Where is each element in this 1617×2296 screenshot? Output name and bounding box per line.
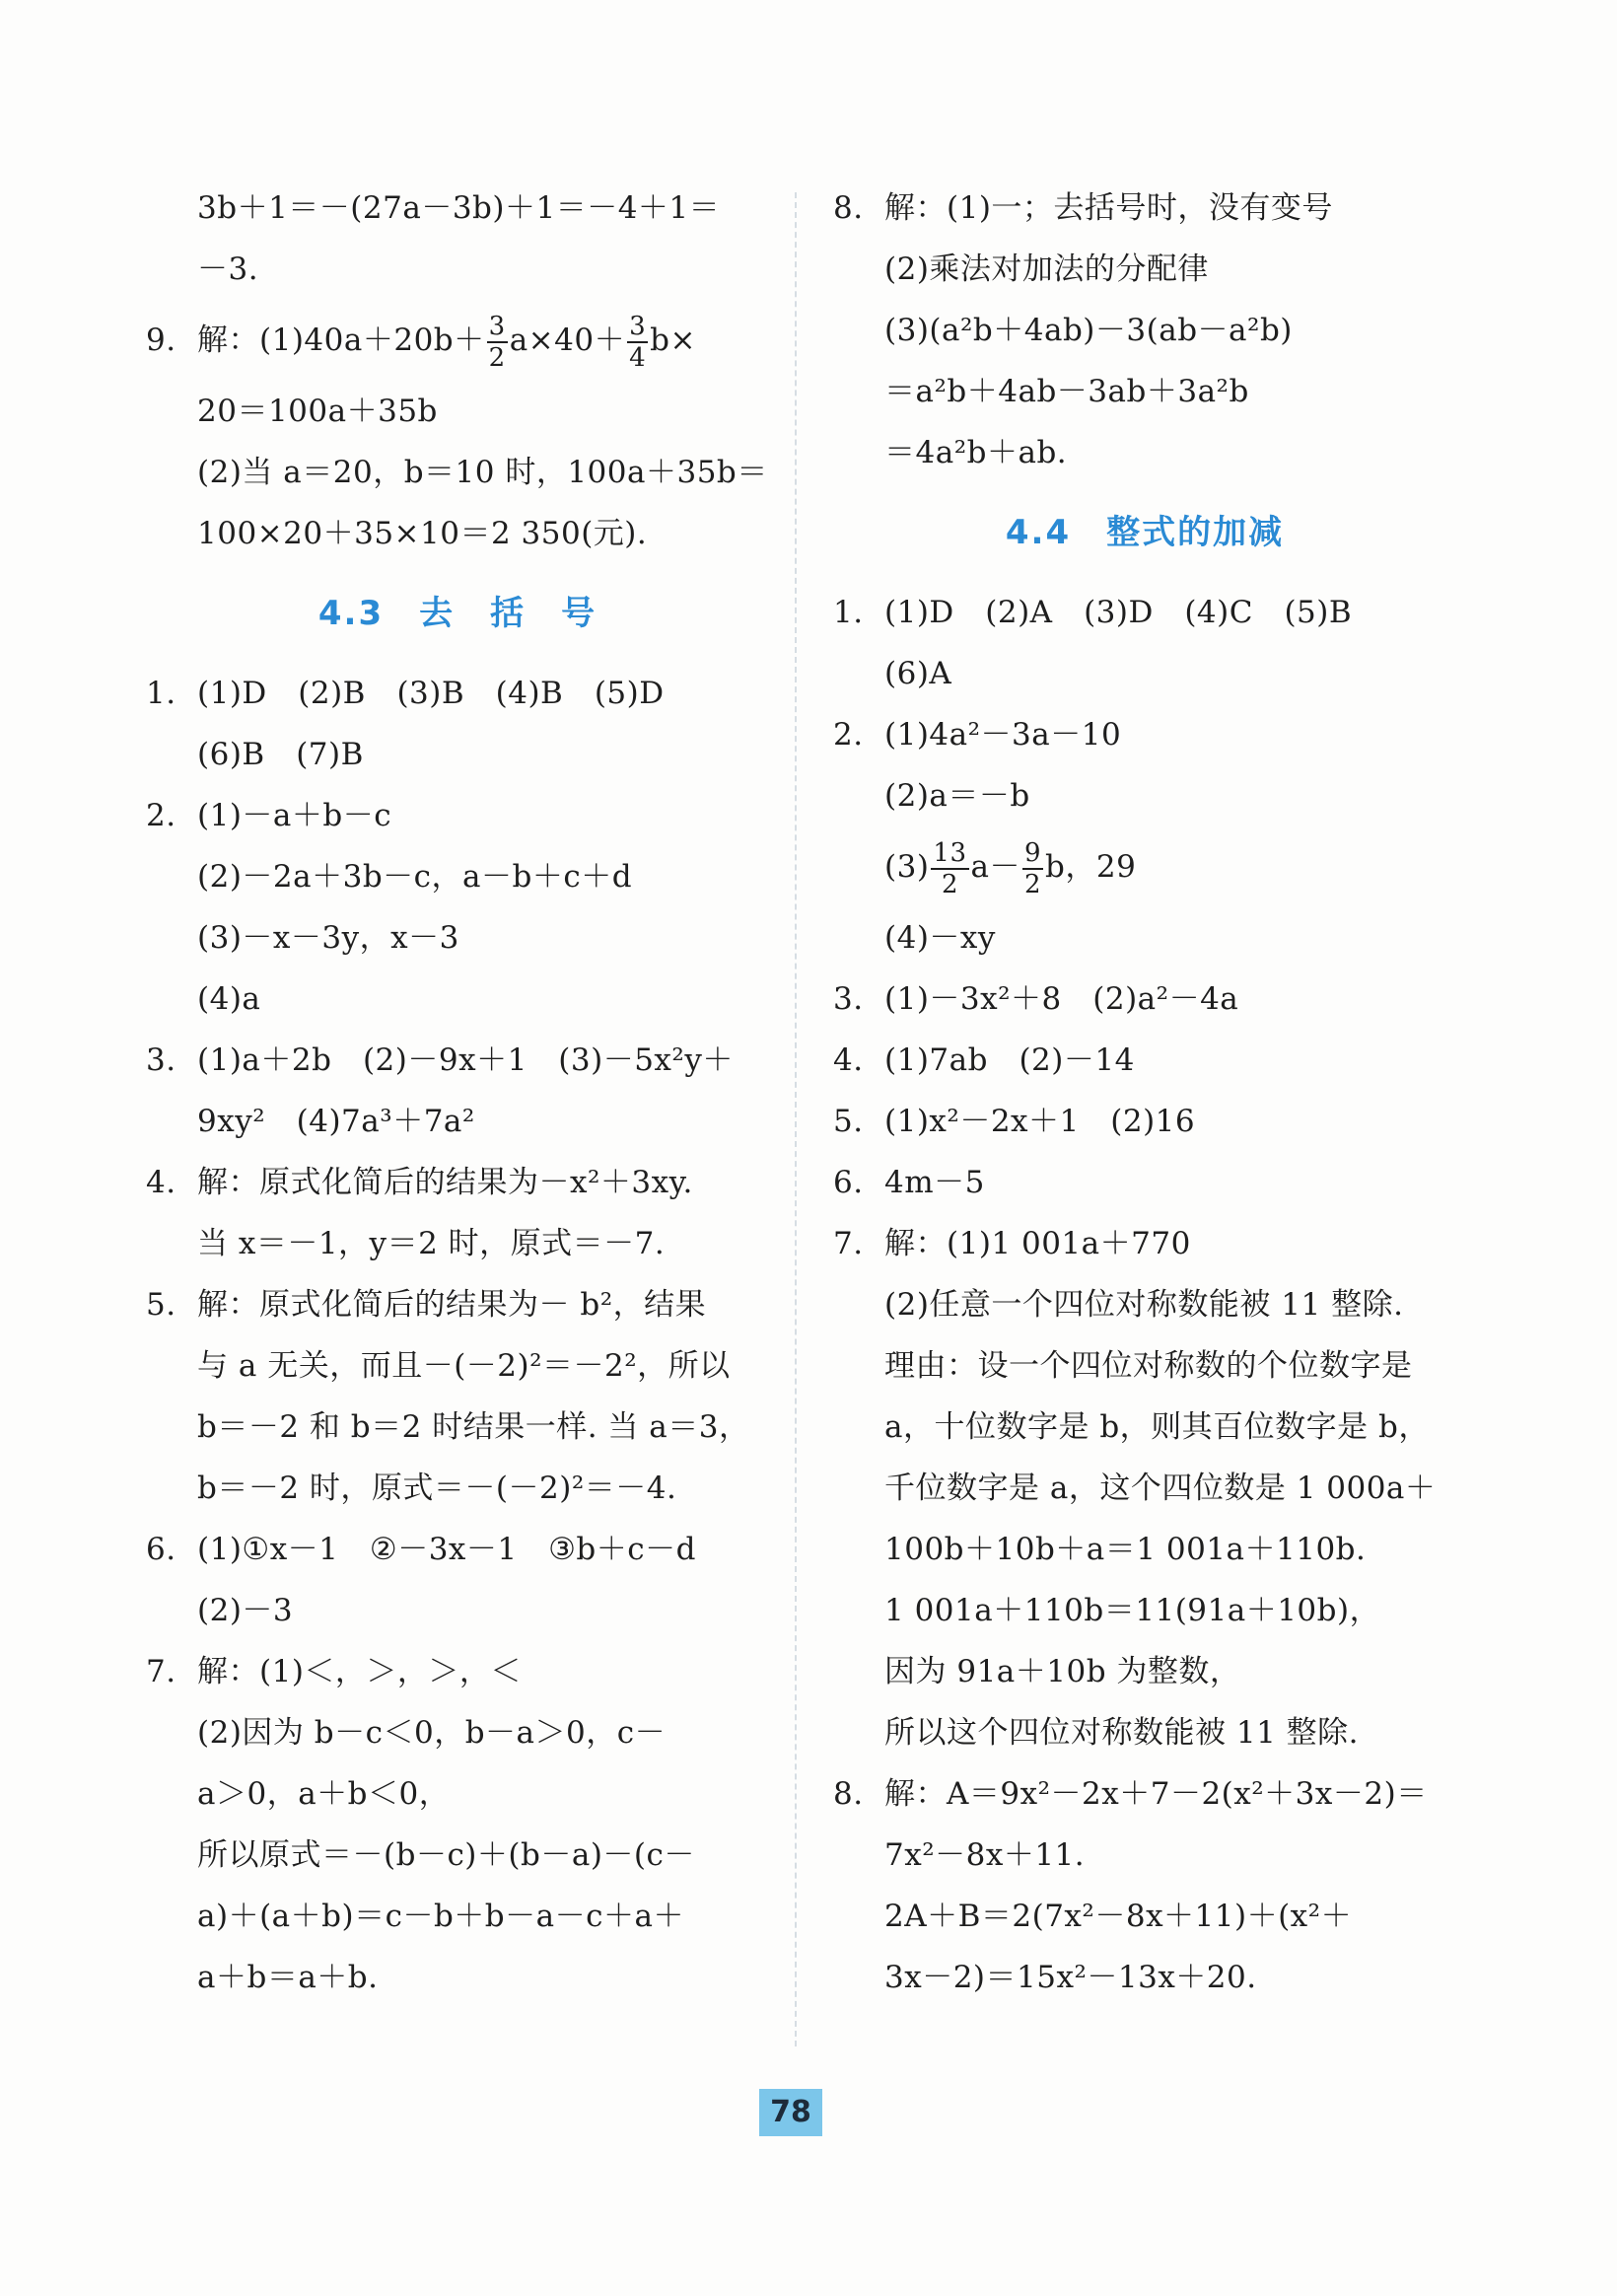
r-q2-line-4: (4)－xy (884, 920, 996, 956)
r-q2-line-2: (2)a＝－b (884, 778, 1030, 814)
r-q2-l3-mid: a－ (970, 849, 1020, 885)
r-q3-number: 3. (833, 981, 864, 1017)
q7-line-3: a＞0，a＋b＜0， (197, 1776, 451, 1812)
fraction-3-2 (487, 312, 508, 373)
fraction-denominator: 4 (629, 342, 647, 373)
q3-number: 3. (146, 1042, 176, 1078)
q8-continuation-line-2: －3. (197, 251, 259, 287)
fraction-denominator: 2 (488, 342, 506, 373)
r-q2-text: (1)4a²－3a－10 (884, 717, 1122, 753)
q9-line-4: 100×20＋35×10＝2 350(元). (197, 516, 648, 551)
r-q1-text: (1)D (2)A (3)D (4)C (5)B (884, 595, 1353, 630)
r-q8-line-1 (833, 1763, 1456, 1825)
r-q7-line-5: 千位数字是 a，这个四位数是 1 000a＋ (884, 1471, 1437, 1506)
q3-text: (1)a＋2b (2)－9x＋1 (3)－5x²y＋ (197, 1042, 734, 1078)
r-q4-number: 4. (833, 1042, 864, 1078)
fraction-denominator: 2 (1024, 869, 1042, 899)
r-q7-line-9: 所以这个四位对称数能被 11 整除. (884, 1715, 1360, 1751)
right-column (833, 178, 1456, 2008)
r-q5-number: 5. (833, 1104, 864, 1139)
r-q8-line-2: 7x²－8x＋11. (884, 1837, 1086, 1873)
fraction-denominator: 2 (941, 869, 958, 899)
r-q7-line-1 (833, 1213, 1456, 1274)
r-q6-text: 4m－5 (884, 1165, 985, 1200)
q7-line-5: a)＋(a＋b)＝c－b＋b－a－c＋a＋ (197, 1899, 684, 1934)
r-q7-line-2: (2)任意一个四位对称数能被 11 整除. (884, 1287, 1404, 1323)
q9-line-3: (2)当 a＝20，b＝10 时，100a＋35b＝ (197, 455, 768, 490)
r-q5-line-1 (833, 1091, 1456, 1152)
q9-mid: a×40＋ (509, 323, 626, 358)
q2-line-4: (4)a (197, 981, 261, 1017)
q5-text: 解：原式化简后的结果为－ b²，结果 (197, 1287, 707, 1323)
r-q7-line-8: 因为 91a＋10b 为整数， (884, 1654, 1241, 1689)
left-column (146, 178, 769, 2008)
r-q1-line-1 (833, 582, 1456, 643)
fraction-numerator: 13 (933, 837, 967, 868)
q8-continuation-line-1: 3b＋1＝－(27a－3b)＋1＝－4＋1＝ (197, 190, 721, 226)
r-q2-l3-pre: (3) (884, 849, 930, 885)
r-q7-line-3: 理由：设一个四位对称数的个位数字是 (884, 1348, 1413, 1384)
q2-text: (1)－a＋b－c (197, 798, 392, 833)
q2-line-1 (146, 785, 769, 846)
q4-text: 解：原式化简后的结果为－x²＋3xy. (197, 1165, 693, 1200)
q5-line-1 (146, 1274, 769, 1335)
q2-line-2: (2)－2a＋3b－c，a－b＋c＋d (197, 859, 633, 895)
rq8-line-1 (833, 178, 1456, 239)
r-q2-line-1 (833, 704, 1456, 765)
r-q8-text: 解：A＝9x²－2x＋7－2(x²＋3x－2)＝ (884, 1776, 1428, 1812)
q1-line-1 (146, 663, 769, 724)
column-divider (795, 192, 797, 2046)
r-q7-text: 解：(1)1 001a＋770 (884, 1226, 1191, 1261)
r-q8-line-4: 3x－2)＝15x²－13x＋20. (884, 1960, 1257, 1995)
q6-line-2: (2)－3 (197, 1593, 294, 1628)
q5-line-4: b＝－2 时，原式＝－(－2)²＝－4. (197, 1471, 677, 1506)
q6-number: 6. (146, 1532, 176, 1567)
r-q1-number: 1. (833, 595, 864, 630)
q9-pre: 解：(1)40a＋20b＋ (197, 323, 485, 358)
r-q7-line-6: 100b＋10b＋a＝1 001a＋110b. (884, 1532, 1367, 1567)
q5-line-3: b＝－2 和 b＝2 时结果一样. 当 a＝3， (197, 1409, 750, 1445)
q6-line-1 (146, 1519, 769, 1580)
q9-post: b× (650, 323, 696, 358)
q5-line-2: 与 a 无关，而且－(－2)²＝－2²，所以 (197, 1348, 731, 1384)
r-q8-number: 8. (833, 1776, 864, 1812)
r-q3-text: (1)－3x²＋8 (2)a²－4a (884, 981, 1239, 1017)
q6-text: (1)①x－1 ②－3x－1 ③b＋c－d (197, 1532, 696, 1567)
q5-number: 5. (146, 1287, 176, 1323)
q7-line-4: 所以原式＝－(b－c)＋(b－a)－(c－ (197, 1837, 695, 1873)
rq8-text: 解：(1)一；去括号时，没有变号 (884, 190, 1333, 226)
r-q2-number: 2. (833, 717, 864, 753)
r-q7-line-7: 1 001a＋110b＝11(91a＋10b)， (884, 1593, 1381, 1628)
q9-line-2: 20＝100a＋35b (197, 394, 438, 429)
r-q6-line-1 (833, 1152, 1456, 1213)
fraction-3-4 (627, 312, 648, 373)
fraction-numerator: 3 (629, 311, 647, 341)
rq8-line-5: ＝4a²b＋ab. (884, 435, 1068, 470)
q3-line-1 (146, 1030, 769, 1091)
q4-number: 4. (146, 1165, 176, 1200)
section-heading-4-4: 4.4 整式的加减 (1005, 513, 1285, 552)
r-q4-line-1 (833, 1030, 1456, 1091)
q1-number: 1. (146, 676, 176, 711)
r-q2-line-3 (833, 826, 1456, 907)
rq8-number: 8. (833, 190, 864, 226)
q7-text: 解：(1)＜，＞，＞，＜ (197, 1654, 522, 1689)
q7-line-2: (2)因为 b－c＜0，b－a＞0，c－ (197, 1715, 667, 1751)
q9-line-1 (146, 300, 769, 381)
q3-line-2: 9xy² (4)7a³＋7a² (197, 1104, 475, 1139)
q9-number: 9. (146, 323, 176, 358)
page-number: 78 (759, 2089, 822, 2136)
fraction-numerator: 3 (488, 311, 506, 341)
q7-line-1 (146, 1641, 769, 1702)
q4-line-1 (146, 1152, 769, 1213)
r-q6-number: 6. (833, 1165, 864, 1200)
q2-number: 2. (146, 798, 176, 833)
q7-number: 7. (146, 1654, 176, 1689)
r-q2-l3-post: b，29 (1045, 849, 1137, 885)
r-q1-line-2: (6)A (884, 656, 952, 691)
rq8-line-2: (2)乘法对加法的分配律 (884, 251, 1209, 287)
r-q4-text: (1)7ab (2)－14 (884, 1042, 1135, 1078)
rq8-line-3: (3)(a²b＋4ab)－3(ab－a²b) (884, 313, 1293, 348)
q2-line-3: (3)－x－3y，x－3 (197, 920, 459, 956)
r-q7-number: 7. (833, 1226, 864, 1261)
r-q5-text: (1)x²－2x＋1 (2)16 (884, 1104, 1196, 1139)
q7-line-6: a＋b＝a＋b. (197, 1960, 379, 1995)
q1-line-2: (6)B (7)B (197, 737, 364, 772)
fraction-numerator: 9 (1024, 837, 1042, 868)
r-q3-line-1 (833, 969, 1456, 1030)
q4-line-2: 当 x＝－1，y＝2 时，原式＝－7. (197, 1226, 666, 1261)
q1-text: (1)D (2)B (3)B (4)B (5)D (197, 676, 665, 711)
fraction-13-2 (931, 838, 968, 899)
r-q7-line-4: a，十位数字是 b，则其百位数字是 b， (884, 1409, 1430, 1445)
rq8-line-4: ＝a²b＋4ab－3ab＋3a²b (884, 374, 1249, 409)
fraction-9-2 (1022, 838, 1043, 899)
section-heading-4-3: 4.3 去 括 号 (317, 594, 598, 633)
r-q8-line-3: 2A＋B＝2(7x²－8x＋11)＋(x²＋ (884, 1899, 1353, 1934)
